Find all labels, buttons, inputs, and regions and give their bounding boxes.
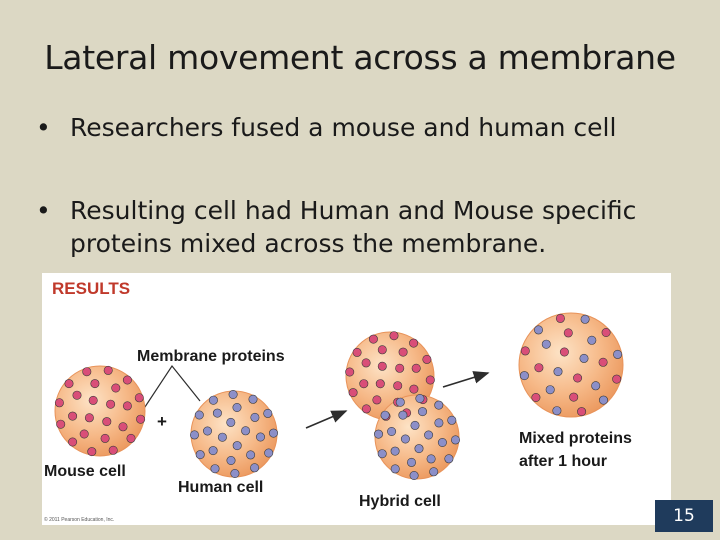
mixed-protein (599, 396, 607, 404)
mouse-protein (109, 446, 117, 454)
plus-sign: + (157, 412, 167, 431)
mixed-protein (581, 315, 589, 323)
human-protein (391, 447, 399, 455)
mixed-proteins-label: Mixed proteins (519, 430, 632, 447)
human-cell-label: Human cell (178, 479, 264, 496)
mouse-protein (85, 414, 93, 422)
mouse-protein (362, 405, 370, 413)
mouse-protein (123, 376, 131, 384)
mixed-protein (535, 364, 543, 372)
mouse-cell-label: Mouse cell (44, 463, 126, 480)
human-protein (209, 396, 217, 404)
mixed-protein (520, 371, 528, 379)
human-protein (451, 436, 459, 444)
bullet-text: Researchers fused a mouse and human cell (70, 113, 617, 142)
mouse-protein (390, 332, 398, 340)
mixed-protein (546, 386, 554, 394)
human-protein (448, 416, 456, 424)
human-protein (203, 427, 211, 435)
mixed-protein (577, 407, 585, 415)
bullet-text: Resulting cell had Human and Mouse specific proteins mixed across the membrane. (70, 196, 637, 258)
mouse-protein (91, 379, 99, 387)
mixed-protein (573, 374, 581, 382)
mixed-protein (556, 314, 564, 322)
mouse-protein (360, 380, 368, 388)
human-protein (227, 456, 235, 464)
mouse-protein (376, 380, 384, 388)
mixed-protein (588, 336, 596, 344)
human-protein (410, 471, 418, 479)
human-protein (250, 464, 258, 472)
mouse-protein (423, 355, 431, 363)
human-protein (435, 401, 443, 409)
mixed-protein (521, 347, 529, 355)
mouse-protein (410, 385, 418, 393)
mouse-protein (104, 366, 112, 374)
mixed-protein (532, 393, 540, 401)
mouse-protein (394, 382, 402, 390)
human-protein (427, 455, 435, 463)
human-protein (391, 465, 399, 473)
mouse-protein (89, 396, 97, 404)
human-protein (190, 431, 198, 439)
human-protein (227, 418, 235, 426)
mouse-protein (55, 399, 63, 407)
human-protein (264, 409, 272, 417)
copyright-text: © 2011 Pearson Education, Inc. (44, 517, 115, 523)
human-protein (229, 390, 237, 398)
human-protein (196, 450, 204, 458)
mouse-protein (373, 396, 381, 404)
mouse-protein (135, 394, 143, 402)
mouse-protein (88, 447, 96, 455)
human-protein (233, 403, 241, 411)
slide-title: Lateral movement across a membrane (44, 38, 676, 77)
mouse-protein (101, 434, 109, 442)
mouse-protein (378, 346, 386, 354)
mouse-protein (106, 400, 114, 408)
membrane-proteins-label: Membrane proteins (137, 348, 285, 365)
mixed-protein (570, 393, 578, 401)
mixed-protein (554, 367, 562, 375)
mouse-protein (65, 379, 73, 387)
mixed-protein (553, 407, 561, 415)
human-protein (265, 449, 273, 457)
human-protein (211, 465, 219, 473)
mixed-protein (560, 348, 568, 356)
mouse-protein (426, 376, 434, 384)
human-protein (374, 430, 382, 438)
human-protein (416, 394, 424, 402)
after-one-hour-label: after 1 hour (519, 453, 608, 470)
human-protein (415, 444, 423, 452)
human-protein (418, 407, 426, 415)
mixed-protein (602, 328, 610, 336)
human-protein (387, 427, 395, 435)
human-protein (209, 446, 217, 454)
mouse-protein (399, 348, 407, 356)
human-protein (241, 427, 249, 435)
mixed-protein (599, 358, 607, 366)
human-protein (445, 455, 453, 463)
human-protein (378, 450, 386, 458)
human-protein (411, 421, 419, 429)
human-protein (424, 431, 432, 439)
mouse-protein (349, 388, 357, 396)
results-heading: RESULTS (52, 279, 131, 298)
bullet-marker: • (36, 196, 51, 225)
human-protein (401, 435, 409, 443)
human-protein (213, 409, 221, 417)
mouse-protein (362, 359, 370, 367)
human-protein (269, 429, 277, 437)
mouse-protein (119, 423, 127, 431)
mouse-protein (346, 368, 354, 376)
human-protein (435, 419, 443, 427)
human-protein (246, 451, 254, 459)
mouse-protein (378, 362, 386, 370)
mouse-protein (369, 335, 377, 343)
mouse-protein (353, 348, 361, 356)
human-protein (430, 468, 438, 476)
human-protein (249, 395, 257, 403)
mouse-protein (103, 417, 111, 425)
human-protein (407, 458, 415, 466)
human-protein (381, 411, 389, 419)
mouse-protein (396, 364, 404, 372)
mixed-protein (613, 375, 621, 383)
mixed-protein (613, 350, 621, 358)
bullet-marker: • (36, 113, 51, 142)
hybrid-cell-lower (375, 395, 459, 479)
arrow-to-mixed (443, 373, 488, 387)
human-protein (218, 433, 226, 441)
arrow-to-hybrid (306, 411, 346, 428)
human-protein (251, 413, 259, 421)
hybrid-cell-label: Hybrid cell (359, 493, 441, 510)
label-pointer-line (139, 366, 200, 416)
human-protein (256, 433, 264, 441)
mouse-protein (409, 339, 417, 347)
mouse-protein (83, 368, 91, 376)
mouse-protein (136, 415, 144, 423)
mixed-protein (592, 382, 600, 390)
human-protein (231, 469, 239, 477)
mixed-protein (580, 354, 588, 362)
mixed-protein (564, 329, 572, 337)
mouse-protein (68, 438, 76, 446)
human-cell (191, 391, 277, 477)
human-protein (438, 438, 446, 446)
human-protein (396, 398, 404, 406)
mouse-protein (80, 430, 88, 438)
mouse-protein (412, 364, 420, 372)
page-number: 15 (655, 500, 713, 532)
mouse-protein (127, 434, 135, 442)
human-protein (233, 441, 241, 449)
cell-fusion-figure (42, 273, 671, 525)
mouse-protein (57, 420, 65, 428)
mixed-protein (542, 340, 550, 348)
mouse-protein (68, 412, 76, 420)
human-protein (195, 411, 203, 419)
cell-fusion-diagram (42, 273, 671, 525)
mouse-protein (123, 402, 131, 410)
mouse-protein (73, 391, 81, 399)
human-protein (399, 411, 407, 419)
mouse-protein (112, 384, 120, 392)
mixed-protein (534, 326, 542, 334)
